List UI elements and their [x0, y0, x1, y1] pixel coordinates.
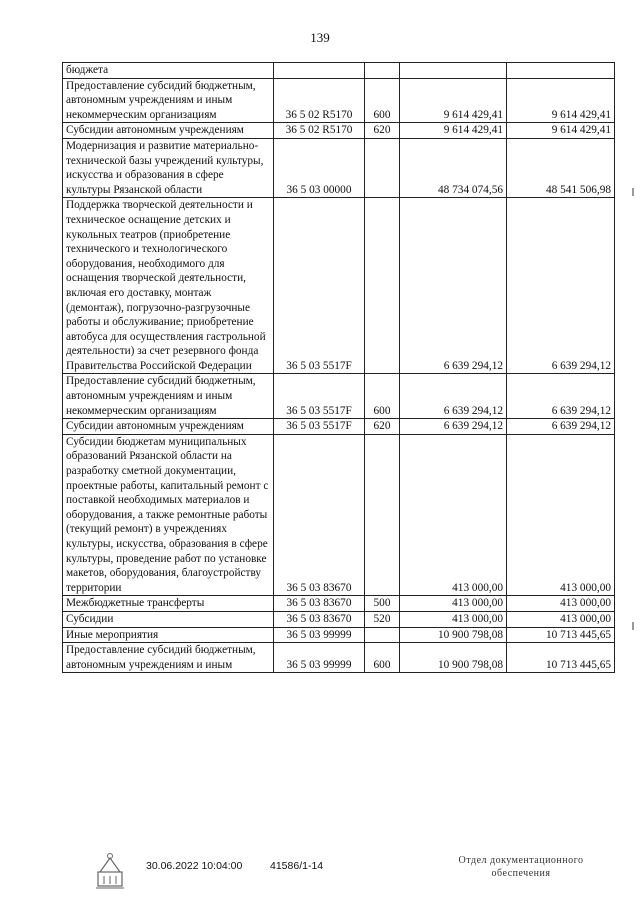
row-expense-type: 500 — [365, 596, 400, 612]
row-name: Межбюджетные трансферты — [63, 596, 274, 612]
registration-datetime: 30.06.2022 10:04:00 — [146, 860, 243, 872]
row-name: Предоставление субсидий бюджетным, автономным учреждениям и иным некоммерческим организациям — [63, 374, 274, 419]
row-name: Поддержка творческой деятельности и техническое оснащение детских и кукольных театров (приобретение технического и технологического оборудования, необходимого для оснащения творческой деятельности, включая его доставку, монтаж (демонтаж), погрузочно-разгрузочные работы и обслуживание; приобретение автобуса для осуществления гастрольной деятельности) за счет резервного фонда Правительства Российской Федерации — [63, 198, 274, 374]
row-expense-type: 620 — [365, 123, 400, 139]
stamp-line-1: Отдел документационного — [458, 855, 584, 866]
row-code: 36 5 03 5517F — [274, 198, 365, 374]
registration-number: 41586/1-14 — [270, 860, 324, 872]
row-expense-type: 600 — [365, 374, 400, 419]
row-expense-type — [365, 138, 400, 197]
page-footer — [0, 848, 640, 898]
table-row — [63, 643, 615, 673]
row-name: Субсидии — [63, 611, 274, 627]
row-code: 36 5 03 83670 — [274, 611, 365, 627]
row-code: 36 5 03 99999 — [274, 627, 365, 643]
row-sum-2: 10 713 445,65 — [507, 627, 615, 643]
row-sum-2: 9 614 429,41 — [507, 78, 615, 123]
row-sum-2: 6 639 294,12 — [507, 198, 615, 374]
department-stamp — [446, 854, 596, 880]
row-expense-type: 620 — [365, 419, 400, 435]
row-code: 36 5 03 5517F — [274, 419, 365, 435]
row-name: Предоставление субсидий бюджетным, автономным учреждениям и иным некоммерческим организациям — [63, 78, 274, 123]
table-row — [63, 123, 615, 139]
row-sum-2 — [507, 63, 615, 79]
row-sum-1 — [400, 63, 507, 79]
row-name: Субсидии бюджетам муниципальных образований Рязанской области на разработку сметной документации, проектные работы, капитальный ремонт с поставкой необходимых материалов и оборудования, а также ремонтные работы (текущий ремонт) в учреждениях культуры, искусства, образования в сфере культуры, проведение работ по установке макетов, оборудования, благоустройству территории — [63, 434, 274, 596]
row-code: 36 5 03 83670 — [274, 434, 365, 596]
row-name: Модернизация и развитие материально-технической базы учреждений культуры, искусства и образования в сфере культуры Рязанской области — [63, 138, 274, 197]
row-expense-type — [365, 627, 400, 643]
scan-margin-mark — [632, 622, 634, 630]
stamp-line-2: обеспечения — [491, 868, 551, 879]
row-sum-2: 413 000,00 — [507, 596, 615, 612]
row-code — [274, 63, 365, 79]
row-name: Субсидии автономным учреждениям — [63, 419, 274, 435]
row-sum-1: 6 639 294,12 — [400, 198, 507, 374]
row-sum-2: 6 639 294,12 — [507, 374, 615, 419]
table-row — [63, 374, 615, 419]
row-expense-type: 520 — [365, 611, 400, 627]
row-sum-2: 6 639 294,12 — [507, 419, 615, 435]
row-sum-2: 413 000,00 — [507, 434, 615, 596]
row-sum-1: 6 639 294,12 — [400, 374, 507, 419]
row-name: бюджета — [63, 63, 274, 79]
row-sum-1: 413 000,00 — [400, 596, 507, 612]
row-sum-2: 9 614 429,41 — [507, 123, 615, 139]
row-sum-2: 413 000,00 — [507, 611, 615, 627]
table-row — [63, 198, 615, 374]
scan-margin-mark — [632, 188, 634, 196]
row-name: Субсидии автономным учреждениям — [63, 123, 274, 139]
table-row — [63, 419, 615, 435]
page-number: 139 — [310, 30, 330, 45]
table-row — [63, 434, 615, 596]
budget-table — [62, 62, 615, 673]
table-row — [63, 138, 615, 197]
row-sum-1: 10 900 798,08 — [400, 643, 507, 673]
row-name: Предоставление субсидий бюджетным, автономным учреждениям и иным — [63, 643, 274, 673]
row-code: 36 5 02 R5170 — [274, 78, 365, 123]
row-code: 36 5 03 83670 — [274, 596, 365, 612]
row-sum-1: 9 614 429,41 — [400, 123, 507, 139]
row-code: 36 5 02 R5170 — [274, 123, 365, 139]
row-sum-1: 413 000,00 — [400, 434, 507, 596]
row-sum-2: 10 713 445,65 — [507, 643, 615, 673]
row-code: 36 5 03 5517F — [274, 374, 365, 419]
table-row — [63, 596, 615, 612]
row-code: 36 5 03 99999 — [274, 643, 365, 673]
table-row — [63, 611, 615, 627]
row-name: Иные мероприятия — [63, 627, 274, 643]
row-sum-1: 48 734 074,56 — [400, 138, 507, 197]
row-sum-1: 10 900 798,08 — [400, 627, 507, 643]
row-expense-type — [365, 434, 400, 596]
row-expense-type: 600 — [365, 78, 400, 123]
row-sum-1: 6 639 294,12 — [400, 419, 507, 435]
table-row — [63, 627, 615, 643]
emblem-logo — [92, 850, 128, 890]
row-sum-1: 413 000,00 — [400, 611, 507, 627]
table-row — [63, 63, 615, 79]
row-expense-type: 600 — [365, 643, 400, 673]
row-expense-type — [365, 198, 400, 374]
row-expense-type — [365, 63, 400, 79]
table-row — [63, 78, 615, 123]
row-sum-1: 9 614 429,41 — [400, 78, 507, 123]
row-sum-2: 48 541 506,98 — [507, 138, 615, 197]
row-code: 36 5 03 00000 — [274, 138, 365, 197]
